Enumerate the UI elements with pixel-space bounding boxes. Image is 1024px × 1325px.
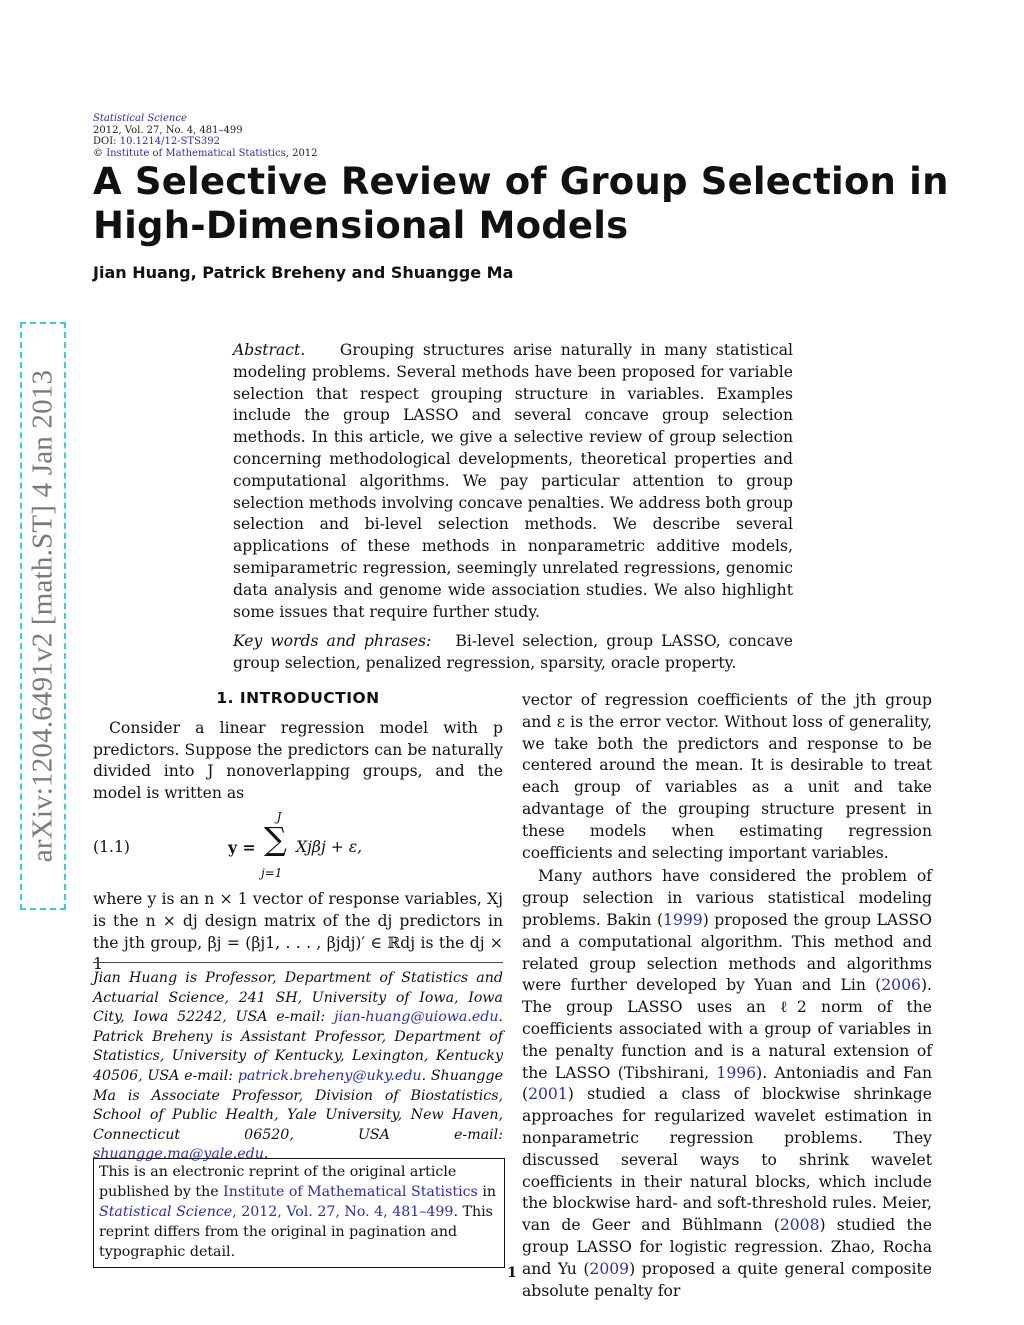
equation-lhs: y = [228, 837, 256, 857]
journal-issue: 2012, Vol. 27, No. 4, 481–499 [93, 124, 243, 136]
copyright-symbol: © [93, 147, 103, 159]
email-link-ma[interactable]: shuangge.ma@yale.edu [93, 1146, 264, 1163]
intro-paragraph-4 [522, 866, 932, 1302]
left-column [93, 688, 503, 976]
sum-upper-limit: J [276, 809, 282, 824]
title-line: High-Dimensional Models [93, 204, 629, 247]
paragraph-text: ). The group LASSO uses an ℓ2 norm of the coefficients associated with a group of variables in the penalty function and is a natural extension of the LASSO (Tibshirani, [522, 976, 932, 1082]
equation-label: (1.1) [93, 837, 130, 856]
reprint-text: in [477, 1184, 497, 1200]
sum-lower-limit: j=1 [261, 865, 283, 880]
citation-link-1996[interactable]: 1996 [716, 1063, 757, 1082]
section-heading: 1. INTRODUCTION [216, 689, 380, 707]
title-line: A Selective Review of Group Selection in [93, 160, 949, 203]
arxiv-stamp [20, 322, 66, 910]
keywords-label: Key words and phrases: [233, 632, 432, 651]
right-column [522, 690, 932, 1302]
citation-link-2008[interactable]: 2008 [779, 1216, 820, 1235]
paragraph-text: ) studied the group LASSO for logistic regression. Zhao, Rocha and Yu ( [522, 1216, 933, 1278]
footnote-text: . [263, 1146, 269, 1163]
journal-name-link[interactable]: Statistical Science [93, 113, 187, 124]
citation-link-2001[interactable]: 2001 [528, 1085, 568, 1104]
copyright-year: , 2012 [285, 147, 318, 159]
equation-1-1 [93, 807, 503, 885]
journal-meta [93, 113, 318, 159]
reprint-text: This is an electronic reprint of the original article published by the [99, 1164, 457, 1200]
page-number: 1 [507, 1265, 517, 1281]
reprint-notice [93, 1158, 505, 1268]
reprint-citation-link[interactable]: , 2012, Vol. 27, No. 4, 481–499 [232, 1204, 454, 1220]
paper-title [93, 160, 953, 248]
reprint-journal-link[interactable]: Statistical Science [99, 1204, 233, 1220]
sum-symbol: ∑ [264, 819, 287, 858]
paragraph-text: Many authors have considered the problem of group selection in various statistical modeling problems. Bakin ( [522, 867, 932, 929]
author-footnote [93, 962, 503, 1165]
doi-label: DOI: [93, 136, 117, 147]
reprint-institute-link[interactable]: Institute of Mathematical Statistics [223, 1184, 478, 1200]
intro-paragraph-2: where y is an n × 1 vector of response variables, Xj is the n × dj design matrix of the dj predictors in the jth group, βj = (βj1, . . . , βjdj)′ ∈ ℝdj is the dj × 1 [93, 889, 503, 974]
equation-rhs: Xjβj + ε, [296, 837, 363, 856]
paragraph-text: ) studied a class of blockwise shrinkage approaches for regularized wavelet estimation in nonparametric regression problems. They discussed several ways to shrink wavelet coefficients in their natural blocks, which include the blockwise hard- and soft-threshold rules. Meier, van de Geer and Bühlmann ( [522, 1085, 932, 1235]
paragraph-text: ) proposed the group LASSO and a computational algorithm. This method and related group selection methods and algorithms were further developed by Yuan and Lin ( [522, 910, 932, 995]
footnote-text: . Shuangge Ma is Associate Professor, Division of Biostatistics, School of Public Health, Yale University, New Haven, Connecticut 06520, USA e-mail: [93, 1067, 503, 1143]
footnote-text: . Patrick Breheny is Assistant Professor, Department of Statistics, University of Kentucky, Lexington, Kentucky 40506, USA e-mail: [93, 1009, 503, 1084]
citation-link-2009[interactable]: 2009 [589, 1259, 630, 1278]
arxiv-id: arXiv:1204.6491v2 [math.ST] 4 Jan 2013 [26, 369, 59, 863]
email-link-breheny[interactable]: patrick.breheny@uky.edu [237, 1067, 422, 1084]
institute-link[interactable]: Institute of Mathematical Statistics [106, 147, 286, 159]
paragraph-text: ) proposed a quite general composite absolute penalty for [522, 1259, 932, 1300]
footnote-text: Jian Huang is Professor, Department of Statistics and Actuarial Science, 241 SH, University of Iowa, Iowa City, Iowa 52242, USA e-mail: [93, 970, 503, 1026]
abstract-text: Grouping structures arise naturally in many statistical modeling problems. Several methods have been proposed for variable selection that respect grouping structure in variables. Examples include the group LASSO and several concave group selection methods. In this article, we give a selective review of group selection concerning methodological developments, theoretical properties and computational algorithms. We pay particular attention to group selection methods involving concave penalties. We address both group selection and bi-level selection methods. We describe several applications of these methods in nonparametric additive models, semiparametric regression, seemingly unrelated regressions, genomic data analysis and genome wide association studies. We also highlight some issues that require further study. [233, 341, 793, 621]
keywords-text: Bi-level selection, group LASSO, concave group selection, penalized regression, sparsity, oracle property. [233, 632, 793, 673]
reprint-text: . This reprint differs from the original in pagination and typographic detail. [99, 1204, 493, 1260]
paper-authors: Jian Huang, Patrick Breheny and Shuangge Ma [93, 263, 514, 282]
email-link-huang[interactable]: jian-huang@uiowa.edu [334, 1009, 499, 1026]
abstract [233, 340, 793, 675]
doi-link[interactable]: 10.1214/12-STS392 [119, 136, 221, 147]
intro-paragraph-3: vector of regression coefficients of the jth group and ε is the error vector. Without loss of generality, we take both the predictors and response to be centered around the mean. It is desirable to treat each group of variables as a unit and take advantage of the grouping structure present in these models when estimating regression coefficients and selecting important variables. [522, 691, 932, 862]
citation-link-2006[interactable]: 2006 [881, 976, 921, 995]
citation-link-1999[interactable]: 1999 [663, 910, 703, 929]
intro-paragraph-1: Consider a linear regression model with p predictors. Suppose the predictors can be naturally divided into J nonoverlapping groups, and the model is written as [93, 718, 503, 803]
abstract-label: Abstract. [233, 341, 306, 359]
paragraph-text: ). Antoniadis and Fan ( [522, 1063, 932, 1104]
